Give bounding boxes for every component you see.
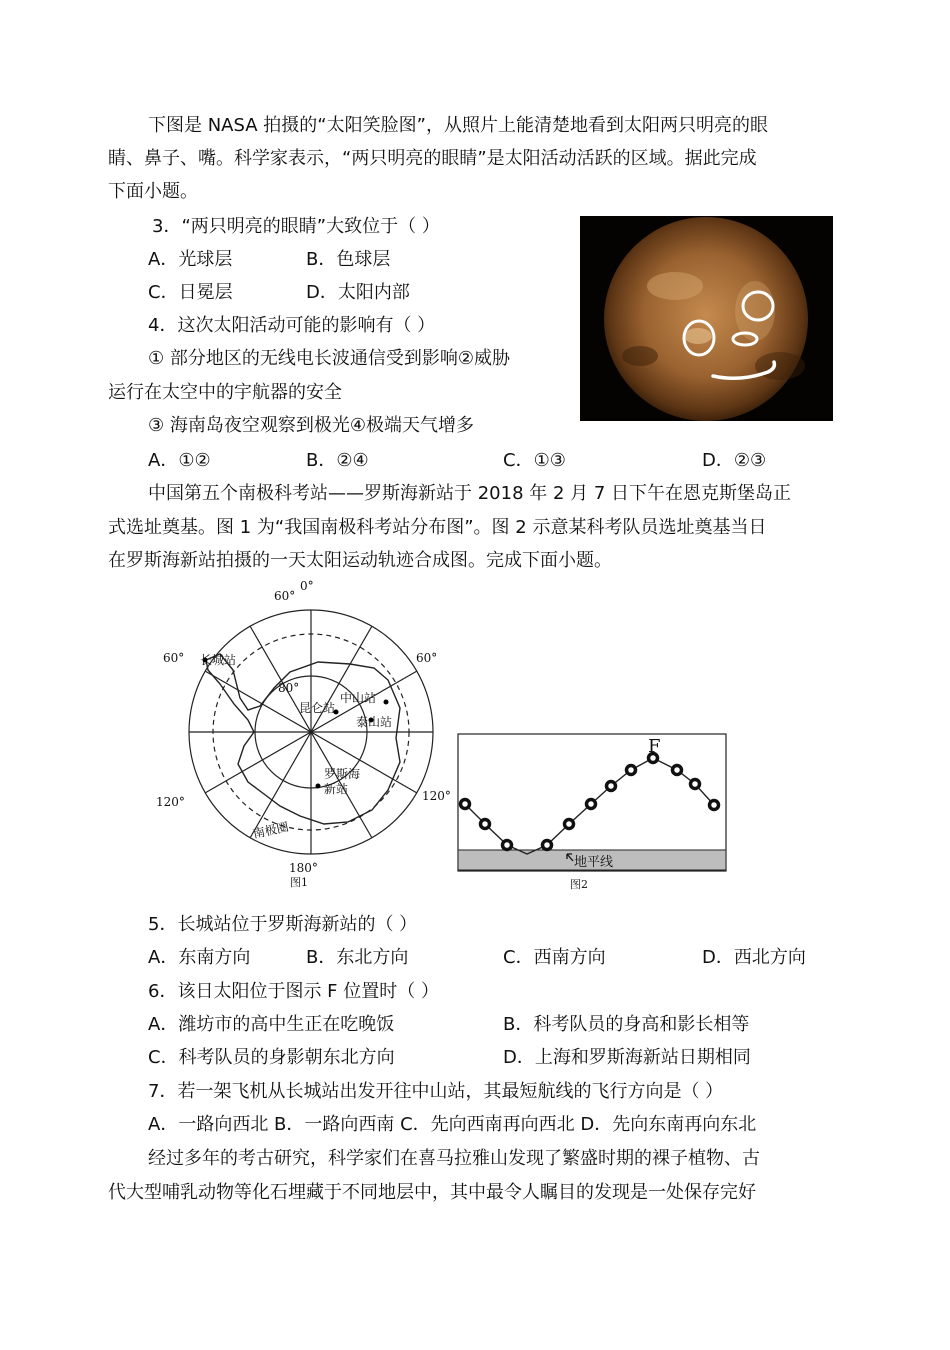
q3-option-d: D．太阳内部 (306, 282, 410, 303)
figure2-sun-trajectory (455, 732, 730, 894)
passage3-line2: 代大型哺乳动物等化石埋藏于不同地层中，其中最令人瞩目的发现是一处保存完好 (108, 1182, 756, 1203)
q3-option-c: C．日冕层 (148, 282, 233, 303)
q6-option-b: B．科考队员的身高和影长相等 (503, 1014, 750, 1035)
label-antarctic-circle: 南极圈 (251, 819, 290, 841)
sun-smiley-photo (580, 216, 833, 421)
q6-option-a: A．潍坊市的高中生正在吃晚饭 (148, 1014, 395, 1035)
label-60deg-left: 60° (163, 651, 185, 665)
antarctic-coastline (206, 654, 400, 824)
q6-option-d: D．上海和罗斯海新站日期相同 (503, 1047, 751, 1068)
label-60deg-right: 60° (416, 651, 438, 665)
label-120deg-right: 120° (422, 789, 451, 803)
q4-option-c: C．①③ (503, 450, 566, 471)
q4-option-d: D．②③ (702, 450, 767, 471)
label-120deg-left: 120° (156, 795, 185, 809)
q3-option-b: B．色球层 (306, 249, 391, 270)
q5-option-b: B．东北方向 (306, 947, 409, 968)
figure2-caption: 图2 (570, 878, 588, 891)
q4-statement-1: ① 部分地区的无线电长波通信受到影响②威胁 (148, 348, 510, 369)
passage1-line3: 下面小题。 (108, 181, 198, 202)
q6-stem: 6．该日太阳位于图示 F 位置时（ ） (148, 981, 439, 1002)
q3-option-a: A．光球层 (148, 249, 233, 270)
figure1-antarctic-map (156, 579, 458, 892)
label-changcheng: 长城站 (200, 653, 237, 667)
passage2-line2: 式选址奠基。图 1 为“我国南极科考站分布图”。图 2 示意某科考队员选址奠基当日 (108, 517, 767, 538)
q4-option-a: A．①② (148, 450, 211, 471)
passage2-line1: 中国第五个南极科考站——罗斯海新站于 2018 年 2 月 7 日下午在恩克斯堡岛正 (148, 483, 792, 504)
q4-statement-3: ③ 海南岛夜空观察到极光④极端天气增多 (148, 415, 474, 436)
q3-stem: 3．“两只明亮的眼睛”大致位于（ ） (152, 216, 440, 237)
label-60deg-top: 60° (274, 589, 296, 603)
label-zhongshan: 中山站 (340, 691, 377, 705)
label-luosi-2: 新站 (324, 782, 349, 796)
label-kunlun: 昆仑站 (299, 701, 336, 715)
passage2-line3: 在罗斯海新站拍摄的一天太阳运动轨迹合成图。完成下面小题。 (108, 550, 612, 571)
luosihai-station-dot (316, 784, 321, 789)
label-f: F (648, 736, 661, 757)
passage3-line1: 经过多年的考古研究，科学家们在喜马拉雅山发现了繁盛时期的裸子植物、古 (148, 1148, 760, 1169)
q4-stem: 4．这次太阳活动可能的影响有（ ） (148, 315, 436, 336)
q5-option-a: A．东南方向 (148, 947, 251, 968)
label-0deg: 0° (300, 579, 314, 593)
zhongshan-station-dot (384, 700, 389, 705)
q7-options: A．一路向西北 B．一路向西南 C．先向西南再向西北 D．先向东南再向东北 (148, 1114, 757, 1135)
q5-stem: 5．长城站位于罗斯海新站的（ ） (148, 914, 418, 935)
passage1-line1: 下图是 NASA 拍摄的“太阳笑脸图”，从照片上能清楚地看到太阳两只明亮的眼 (148, 115, 768, 136)
q5-option-c: C．西南方向 (503, 947, 606, 968)
label-luosi-1: 罗斯海 (324, 767, 361, 781)
q5-option-d: D．西北方向 (702, 947, 806, 968)
q6-option-c: C．科考队员的身影朝东北方向 (148, 1047, 395, 1068)
figure1-caption: 图1 (290, 876, 308, 889)
q4-statement-2: 运行在太空中的宇航器的安全 (108, 382, 342, 403)
label-180deg: 180° (289, 861, 318, 875)
passage1-line2: 睛、鼻子、嘴。科学家表示，“两只明亮的眼睛”是太阳活动活跃的区域。据此完成 (108, 148, 757, 169)
q4-option-b: B．②④ (306, 450, 369, 471)
q7-stem: 7．若一架飞机从长城站出发开往中山站，其最短航线的飞行方向是（ ） (148, 1081, 724, 1102)
label-horizon: 地平线 (574, 855, 614, 870)
label-80deg: 80° (278, 681, 300, 695)
label-taishan: 泰山站 (356, 715, 393, 729)
